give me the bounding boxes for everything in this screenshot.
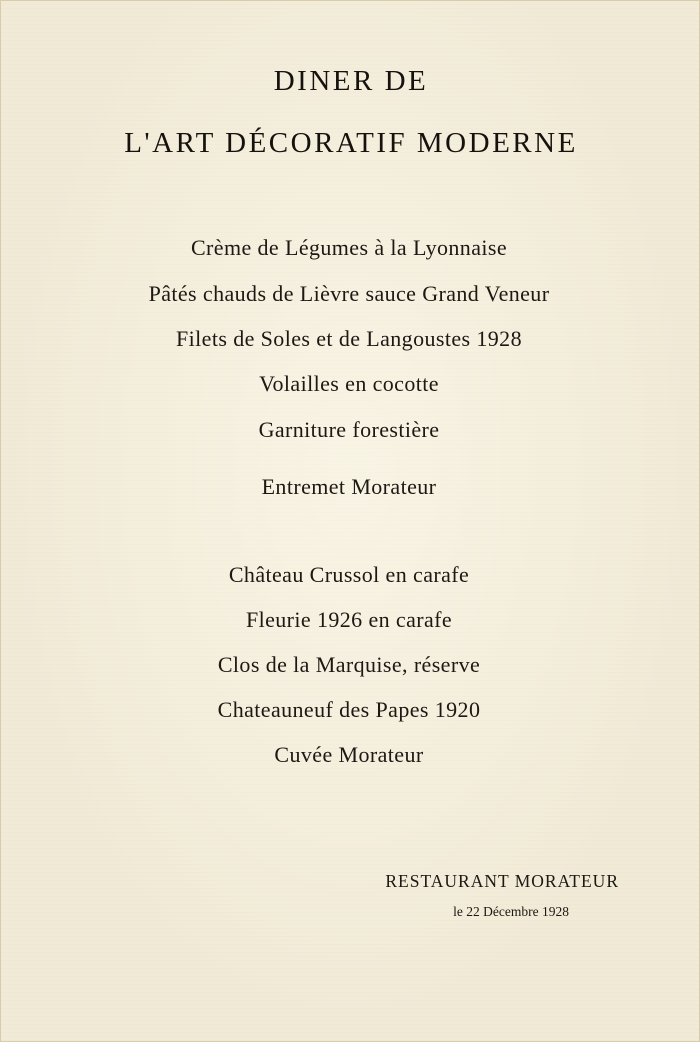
restaurant-name: RESTAURANT MORATEUR: [385, 871, 619, 891]
wine-item: Fleurie 1926 en carafe: [245, 607, 453, 632]
dish-item: Filets de Soles et de Langoustes 1928: [176, 326, 522, 351]
menu-title-line-1: DINER DE: [273, 65, 429, 97]
dish-item: Garniture forestière: [258, 417, 440, 442]
dish-item: Volailles en cocotte: [259, 371, 439, 396]
menu-title-line-2: L'ART DÉCORATIF MODERNE: [124, 127, 578, 159]
wine-item: Château Crussol en carafe: [228, 562, 470, 587]
wine-item: Cuvée Morateur: [274, 742, 424, 767]
dish-item: Pâtés chauds de Lièvre sauce Grand Veneur: [148, 281, 550, 306]
dish-item: Entremet Morateur: [261, 474, 437, 499]
wine-item: Chateauneuf des Papes 1920: [217, 697, 481, 722]
menu-date: le 22 Décembre 1928: [453, 904, 569, 919]
dish-item: Crème de Légumes à la Lyonnaise: [190, 235, 508, 260]
wine-item: Clos de la Marquise, réserve: [217, 652, 481, 677]
